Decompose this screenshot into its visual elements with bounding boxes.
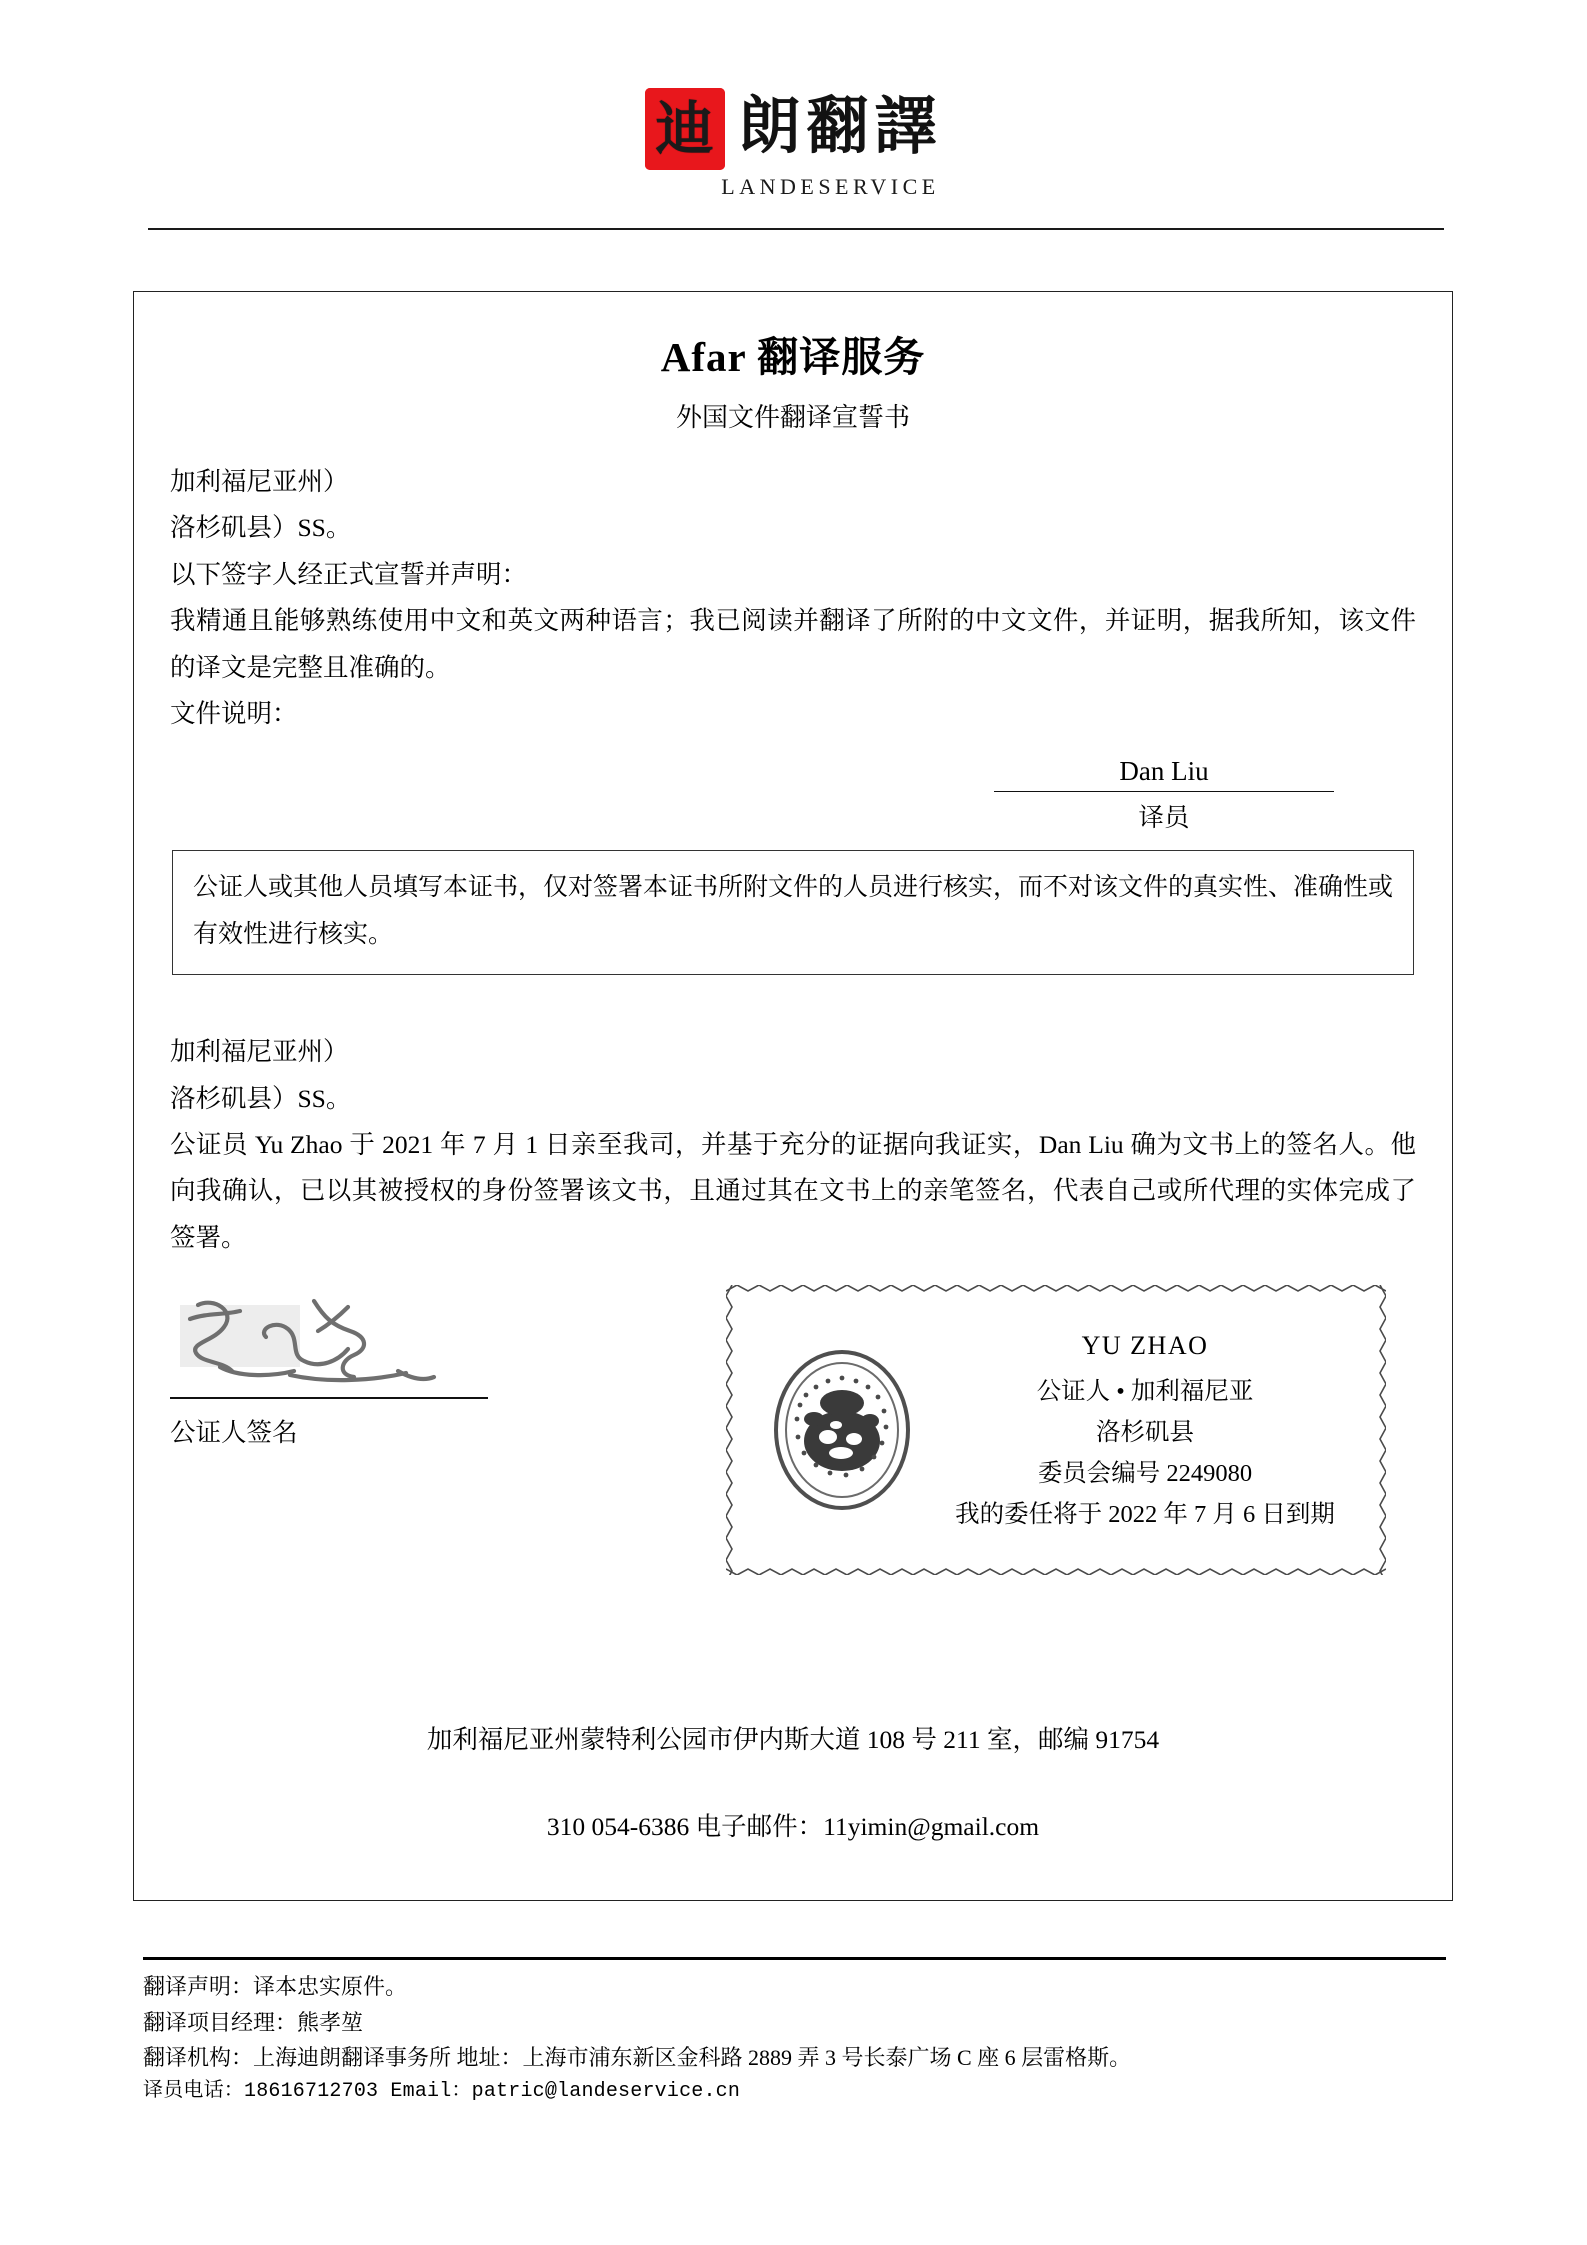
stamp-notary-title: 公证人 • 加利福尼亚 xyxy=(1036,1377,1254,1405)
notary-address-block xyxy=(134,1720,1452,1848)
declaration-body: 我精通且能够熟练使用中文和英文两种语言；我已阅读并翻译了所附的中文文件，并证明，据我所知，该文件的译文是完整且准确的。 xyxy=(170,606,1416,682)
page-header xyxy=(0,0,1587,232)
stamp-notary-name: YU ZHAO xyxy=(1081,1331,1209,1361)
footer-divider xyxy=(143,1957,1446,1960)
stamp-content xyxy=(740,1297,1372,1563)
affiant-declaration-block xyxy=(166,459,1420,737)
page-title: Afar 翻译服务 xyxy=(660,334,926,380)
jurisdiction-county: 洛杉矶县）SS。 xyxy=(170,513,352,543)
stamp-notary-county: 洛杉矶县 xyxy=(1096,1418,1194,1446)
footer-contact: 译员电话：18616712703 Email：patric@landeservice.cn xyxy=(143,2079,741,2103)
header-divider xyxy=(148,228,1444,230)
notary-jurisdiction-county: 洛杉矶县）SS。 xyxy=(170,1083,352,1113)
notary-disclaimer-text: 公证人或其他人员填写本证书，仅对签署本证书所附文件的人员进行核实，而不对该文件的真实性、准确性或有效性进行核实。 xyxy=(193,874,1394,948)
translator-role-label: 译员 xyxy=(1138,803,1190,833)
stamp-commission-number: 委员会编号 2249080 xyxy=(1037,1459,1253,1487)
notary-signature-caption: 公证人签名 xyxy=(170,1418,298,1448)
notary-handwritten-signature xyxy=(170,1291,530,1395)
notary-jurisdiction-state: 加利福尼亚州） xyxy=(170,1037,349,1067)
notary-signature-column xyxy=(170,1291,530,1449)
page-subtitle: 外国文件翻译宣誓书 xyxy=(675,403,910,433)
document-description-label: 文件说明： xyxy=(170,699,298,729)
notary-seal-emblem-icon xyxy=(766,1345,918,1515)
notary-stamp xyxy=(726,1285,1386,1575)
notary-signature-rule xyxy=(170,1397,488,1399)
red-seal-icon xyxy=(644,88,724,170)
translator-name: Dan Liu xyxy=(994,755,1334,792)
frame-inner xyxy=(134,292,1452,1591)
footer-statement: 翻译声明：译本忠实原件。 xyxy=(143,1974,408,1999)
notary-contact: 310 054-6386 电子邮件：11yimin@gmail.com xyxy=(546,1812,1040,1842)
stamp-text-lines xyxy=(928,1332,1372,1528)
declaration-intro: 以下签字人经正式宣誓并声明： xyxy=(170,559,528,589)
notary-paragraph: 公证员 Yu Zhao 于 2021 年 7 月 1 日亲至我司，并基于充分的证据向我证实，Dan Liu 确为文书上的签名人。他向我确认，已以其被授权的身份签署该文书，且通过其在文书上的亲笔签名，代表自己或所代理的实体完成了签署。 xyxy=(170,1130,1416,1252)
logo-row xyxy=(644,88,942,170)
translator-signature-zone xyxy=(166,755,1420,834)
document-frame xyxy=(133,291,1453,1901)
notary-acknowledgement-block xyxy=(166,1029,1420,1261)
page-footer xyxy=(143,1957,1446,2108)
company-name-cn: 朗翻譯 xyxy=(738,93,943,161)
notary-disclaimer-box xyxy=(172,850,1414,975)
seal-character: 迪 xyxy=(655,97,714,162)
footer-agency: 翻译机构：上海迪朗翻译事务所 地址：上海市浦东新区金科路 2889 弄 3 号长泰广场 C 座 6 层雷格斯。 xyxy=(143,2045,1132,2071)
footer-project-manager: 翻译项目经理：熊孝堃 xyxy=(143,2009,364,2035)
company-logo xyxy=(644,88,942,200)
notary-address: 加利福尼亚州蒙特利公园市伊内斯大道 108 号 211 室，邮编 91754 xyxy=(426,1725,1160,1755)
company-name-latin: LANDESERVICE xyxy=(721,174,940,199)
signature-and-stamp-row xyxy=(166,1291,1420,1591)
stamp-commission-expiry: 我的委任将于 2022 年 7 月 6 日到期 xyxy=(955,1500,1335,1528)
jurisdiction-state: 加利福尼亚州） xyxy=(170,467,349,497)
